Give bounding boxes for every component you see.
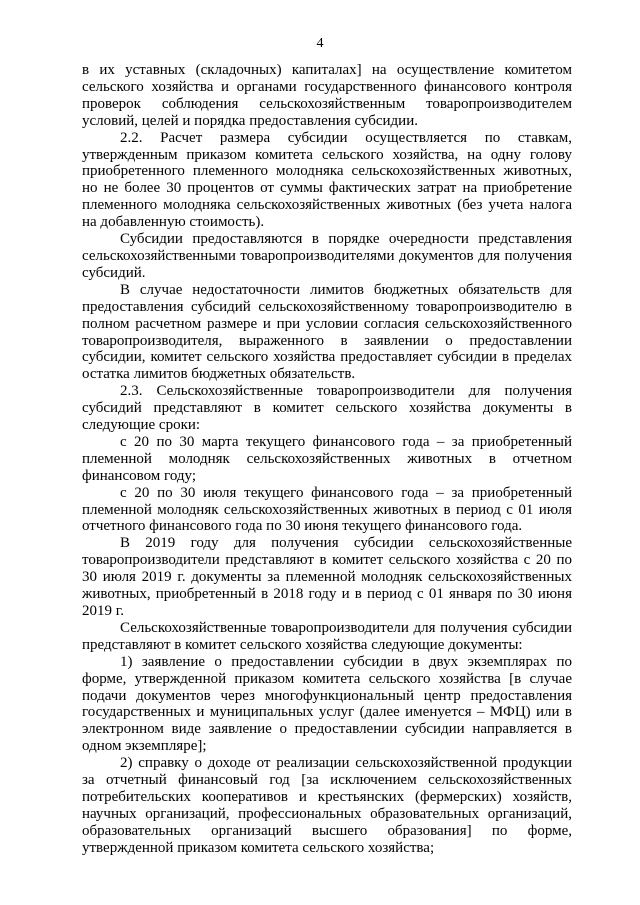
paragraph: В случае недостаточности лимитов бюджетных обязательств для предоставления субсидий сельскохозяйственному товаропроизводителю в полном расчетном размере и при условии согласия сельскохозяйственного товаропроизводителя, выраженного в заявлении о предоставлении субсидии, комитет сельского хозяйства предоставляет субсидии в пределах остатка лимитов бюджетных обязательств. <box>82 281 572 383</box>
paragraph: В 2019 году для получения субсидии сельскохозяйственные товаропроизводители представляют в комитет сельского хозяйства с 20 по 30 июля 2019 г. документы за племенной молодняк сельскохозяйственных животных, приобретенный в 2018 году и в период с 01 января по 30 июня 2019 г. <box>82 535 572 619</box>
paragraph: в их уставных (складочных) капиталах] на осуществление комитетом сельского хозяйства и органами государственного финансового контроля проверок соблюдения сельскохозяйственным товаропроизводителем условий, целей и порядка предоставления субсидии. <box>82 62 572 129</box>
paragraph: Сельскохозяйственные товаропроизводители для получения субсидии представляют в комитет сельского хозяйства следующие документы: <box>82 619 572 653</box>
paragraph: Субсидии предоставляются в порядке очередности представления сельскохозяйственными товаропроизводителями документов для получения субсидий. <box>82 231 572 281</box>
paragraph: с 20 по 30 марта текущего финансового года – за приобретенный племенной молодняк сельскохозяйственных животных в отчетном финансовом году; <box>82 433 572 484</box>
page-number: 4 <box>316 36 324 51</box>
paragraph: с 20 по 30 июля текущего финансового года – за приобретенный племенной молодняк сельскохозяйственных животных в период с 01 июля отчетного финансового года по 30 июня текущего финансового года. <box>82 484 572 535</box>
paragraph: 2) справку о доходе от реализации сельскохозяйственной продукции за отчетный финансовый год [за исключением сельскохозяйственных потребительских кооперативов и крестьянских (фермерских) хозяйств, научных организаций, профессиональных образовательных организаций, образовательных организаций высшего образования] по форме, утвержденной приказом комитета сельского хозяйства; <box>82 755 572 856</box>
paragraph: 2.2. Расчет размера субсидии осуществляется по ставкам, утвержденным приказом комитета сельского хозяйства, на одну голову приобретенного племенного молодняка сельскохозяйственных животных, но не более 30 процентов от суммы фактических затрат на приобретение племенного молодняка сельскохозяйственных животных (без учета налога на добавленную стоимость). <box>82 129 572 231</box>
paragraph: 2.3. Сельскохозяйственные товаропроизводители для получения субсидий представляют в комитет сельского хозяйства документы в следующие сроки: <box>82 383 572 434</box>
document-body <box>82 62 572 857</box>
paragraph: 1) заявление о предоставлении субсидии в двух экземплярах по форме, утвержденной приказом комитета сельского хозяйства [в случае подачи документов через многофункциональный центр предоставления государственных и муниципальных услуг (далее именуется – МФЦ) или в электронном виде заявление о предоставлении субсидии направляется в одном экземпляре]; <box>82 653 572 755</box>
